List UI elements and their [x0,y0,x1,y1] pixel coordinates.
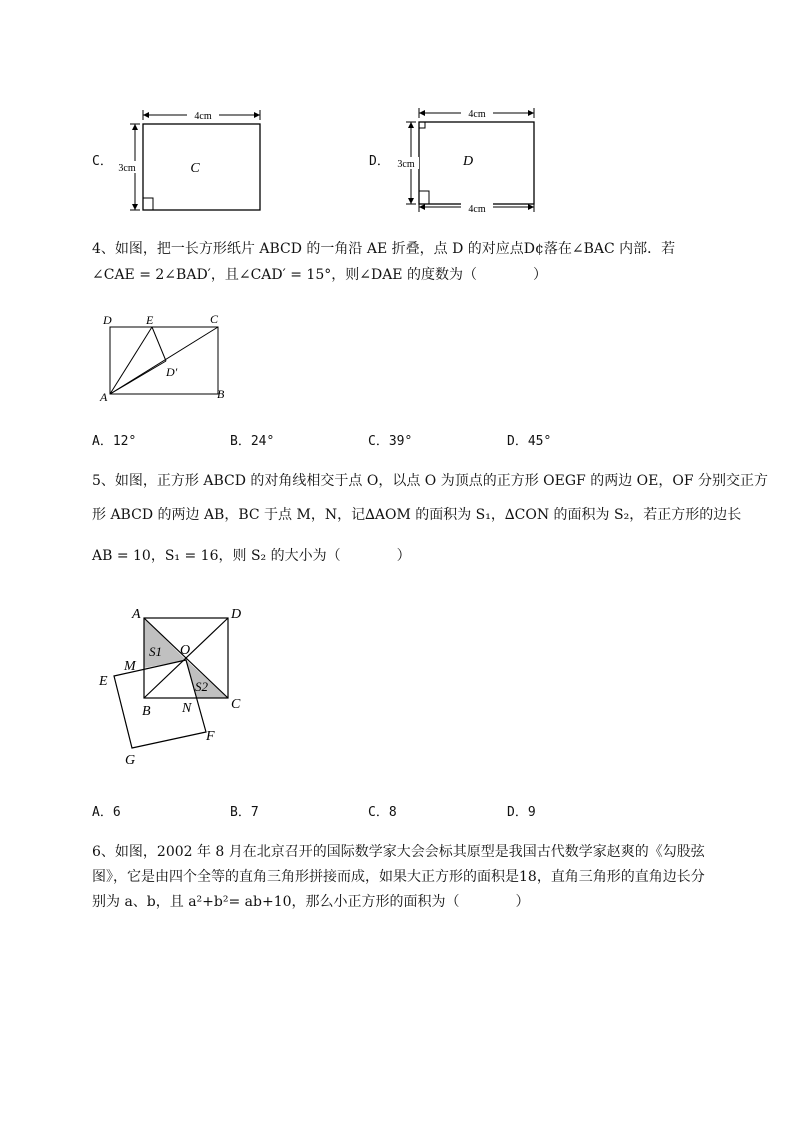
fold-ae [110,327,152,394]
q4-figure [95,310,245,405]
q5-figure [92,598,262,773]
q5-text-line3: AB = 10，S₁ = 16，则 S₂ 的大小为（ ） [92,548,411,564]
q4-option-c[interactable]: C．39° [368,434,413,449]
rectangle-c [143,124,260,210]
figure-option-c [110,100,270,220]
q4-text-line2: ∠CAE = 2∠BAD′，且∠CAD′ = 15°，则∠DAE 的度数为（ ） [92,267,547,283]
label-d: D [103,313,112,327]
label-b: B [142,704,151,719]
label-f: F [206,729,215,744]
q6-text-line1: 6、如图，2002 年 8 月在北京召开的国际数学家大会会标其原型是我国古代数学家赵爽的《勾股弦 [92,844,705,860]
bottom-label: 4cm [468,204,486,215]
q5-text-line1: 5、如图，正方形 ABCD 的对角线相交于点 O，以点 O 为顶点的正方形 OEGF 的两边 OE，OF 分别交正方 [92,473,768,489]
label-a: A [132,607,141,622]
label-e: E [146,313,154,327]
q5-text-line2: 形 ABCD 的两边 AB，BC 于点 M，N，记∆AOM 的面积为 S₁，∆CON 的面积为 S₂，若正方形的边长 [92,507,742,523]
q4-option-d[interactable]: D．45° [507,434,552,449]
figure-option-d [390,102,550,220]
label-d: D [231,607,242,622]
label-b: B [217,387,225,401]
q6-text-line2: 图》，它是由四个全等的直角三角形拼接而成，如果大正方形的面积是18，直角三角形的直角边长分 [92,869,705,885]
label-s1: S1 [149,644,162,659]
height-label: 3cm [118,163,136,174]
option-c-label: C． [92,154,113,169]
height-label: 3cm [397,159,415,170]
label-d-prime: D′ [166,365,178,379]
q4-text-line1: 4、如图，把一长方形纸片 ABCD 的一角沿 AE 折叠，点 D 的对应点D¢落在∠BAC 内部．若 [92,241,676,257]
label-o: O [180,643,191,658]
label-n: N [182,701,192,716]
label-m: M [124,659,136,674]
q6-text-line3: 别为 a、b，且 a²+b²= ab+10，那么小正方形的面积为（ ） [92,894,530,910]
rectangle-d [419,122,534,204]
q4-option-b[interactable]: B．24° [230,434,275,449]
width-label: 4cm [194,111,212,122]
label-g: G [125,753,136,768]
center-letter: D [462,154,474,169]
center-letter: C [190,161,200,176]
q4-option-a[interactable]: A．12° [92,434,137,449]
label-c: C [210,312,219,326]
label-c: C [231,697,241,712]
q5-option-b[interactable]: B．7 [230,805,259,820]
q5-option-d[interactable]: D．9 [507,805,536,820]
label-a: A [100,390,108,404]
q5-option-a[interactable]: A．6 [92,805,121,820]
q5-option-c[interactable]: C．8 [368,805,397,820]
top-label: 4cm [468,109,486,120]
label-s2: S2 [195,679,208,694]
option-d-label: D． [369,154,390,169]
label-e: E [99,674,108,689]
